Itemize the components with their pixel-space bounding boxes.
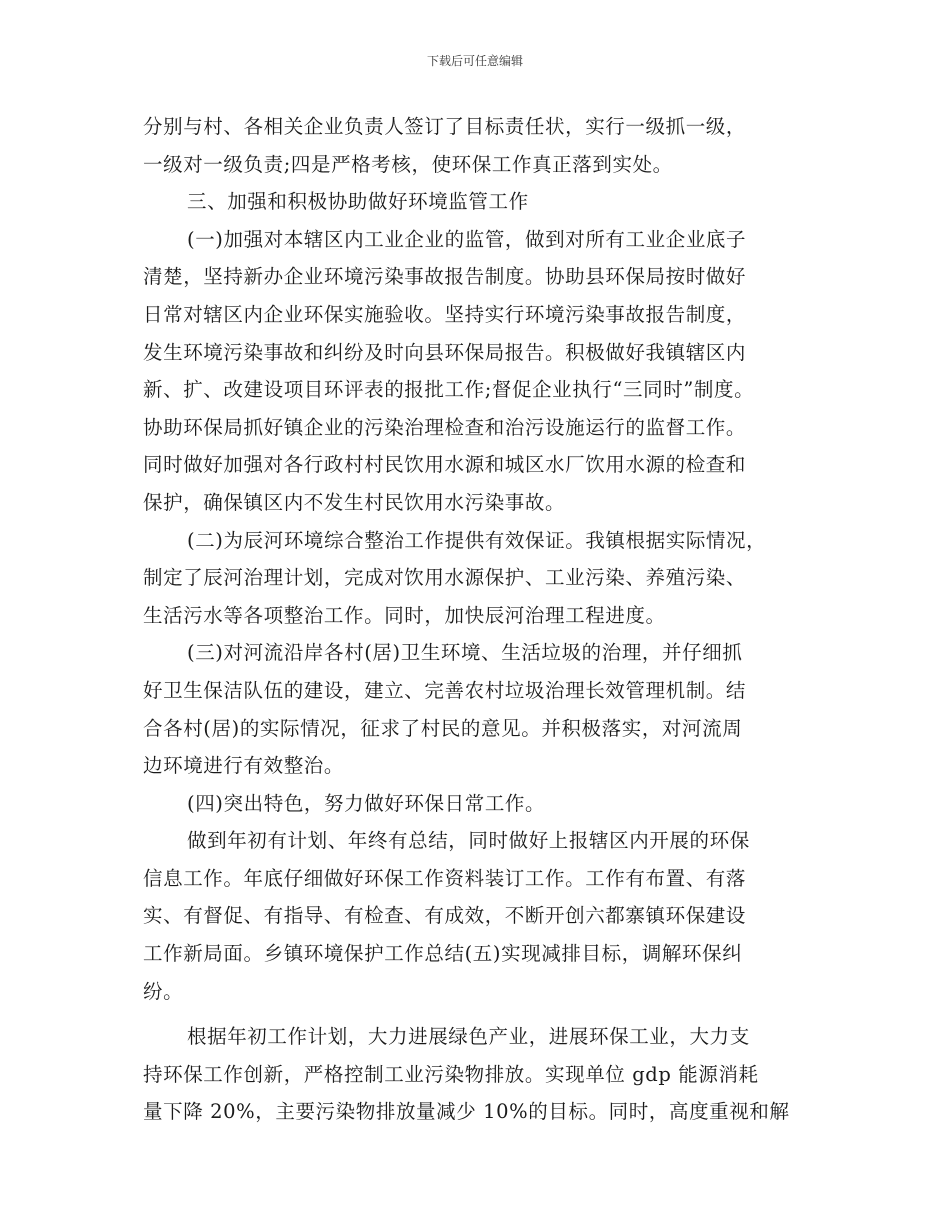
text-line: 实、有督促、有指导、有检查、有成效，不断开创六都寨镇环保建设 bbox=[143, 904, 747, 928]
text-line: 一级对一级负责;四是严格考核，使环保工作真正落到实处。 bbox=[143, 152, 673, 176]
text-line: 做到年初有计划、年终有总结，同时做好上报辖区内开展的环保 bbox=[187, 829, 750, 853]
text-line: 保护，确保镇区内不发生村民饮用水污染事故。 bbox=[143, 490, 566, 514]
text-line: 信息工作。年底仔细做好环保工作资料装订工作。工作有布置、有落 bbox=[143, 866, 747, 890]
page-header: 下载后可任意编辑 bbox=[426, 54, 523, 68]
text-line: 同时做好加强对各行政村村民饮用水源和城区水厂饮用水源的检查和 bbox=[143, 453, 747, 477]
section-heading: 三、加强和积极协助做好环境监管工作 bbox=[187, 190, 529, 214]
text-line: 生活污水等各项整治工作。同时，加快辰河治理工程进度。 bbox=[143, 603, 666, 627]
text-line: (二)为辰河环境综合整治工作提供有效保证。我镇根据实际情况， bbox=[187, 528, 767, 552]
text-line: 日常对辖区内企业环保实施验收。坚持实行环境污染事故报告制度， bbox=[143, 302, 747, 326]
text-line: 协助环保局抓好镇企业的污染治理检查和治污设施运行的监督工作。 bbox=[143, 415, 747, 439]
text-line: 清楚，坚持新办企业环境污染事故报告制度。协助县环保局按时做好 bbox=[143, 265, 747, 289]
text-line: 纷。 bbox=[143, 979, 184, 1003]
paragraph-gap bbox=[143, 1010, 823, 1018]
text-line: 根据年初工作计划，大力进展绿色产业，进展环保工业，大力支 bbox=[187, 1025, 750, 1049]
text-line: 发生环境污染事故和纠纷及时向县环保局报告。积极做好我镇辖区内 bbox=[143, 340, 747, 364]
document-body bbox=[143, 108, 823, 1131]
text-line: 分别与村、各相关企业负责人签订了目标责任状，实行一级抓一级， bbox=[143, 115, 747, 138]
text-line: 好卫生保洁队伍的建设，建立、完善农村垃圾治理长效管理机制。结 bbox=[143, 678, 747, 702]
text-line: 新、扩、改建设项目环评表的报批工作;督促企业执行“三同时”制度。 bbox=[143, 378, 755, 402]
text-line: (四)突出特色，努力做好环保日常工作。 bbox=[187, 791, 546, 815]
text-line: 工作新局面。乡镇环境保护工作总结(五)实现减排目标，调解环保纠 bbox=[143, 942, 743, 966]
text-line: 合各村(居)的实际情况，征求了村民的意见。并积极落实，对河流周 bbox=[143, 716, 743, 740]
text-line: (一)加强对本辖区内工业企业的监管，做到对所有工业企业底子 bbox=[187, 227, 747, 251]
text-line: 量下降 20%，主要污染物排放量减少 10%的目标。同时，高度重视和解 bbox=[143, 1100, 790, 1124]
text-line: 边环境进行有效整治。 bbox=[143, 754, 345, 778]
text-line: 持环保工作创新，严格控制工业污染物排放。实现单位 gdp 能源消耗 bbox=[143, 1062, 759, 1086]
text-line: (三)对河流沿岸各村(居)卫生环境、生活垃圾的治理，并仔细抓 bbox=[187, 641, 743, 665]
text-line: 制定了辰河治理计划，完成对饮用水源保护、工业污染、养殖污染、 bbox=[143, 566, 747, 590]
